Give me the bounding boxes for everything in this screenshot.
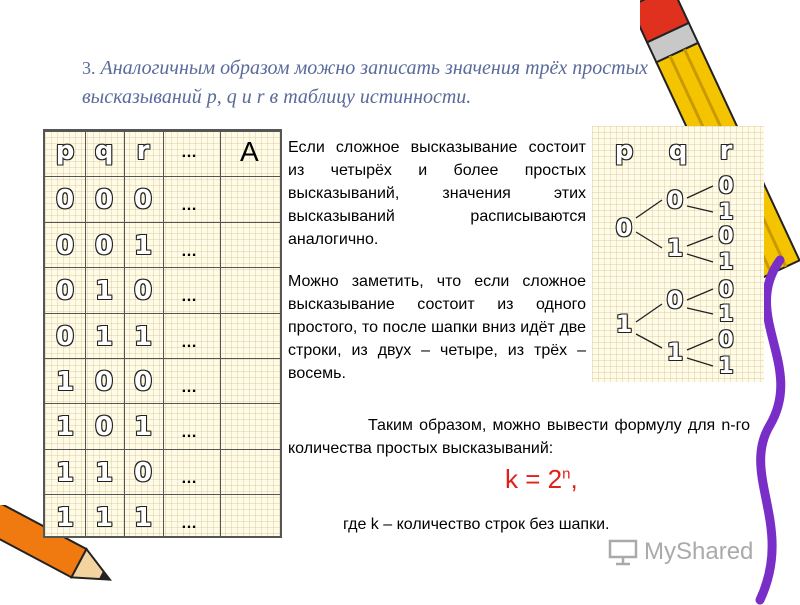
value-cell: 1 bbox=[133, 230, 153, 261]
formula bbox=[505, 464, 578, 495]
value-cell: 0 bbox=[133, 185, 153, 216]
value-cell: 0 bbox=[133, 457, 153, 488]
value-cell: 0 bbox=[133, 367, 153, 397]
header-cell-a: A bbox=[240, 136, 259, 167]
value-cell: 1 bbox=[55, 412, 75, 443]
value-cell: 1 bbox=[133, 503, 153, 534]
value-cell: 1 bbox=[94, 276, 114, 307]
ellipsis-cell: … bbox=[181, 242, 197, 260]
ellipsis-cell: … bbox=[181, 469, 197, 487]
table-row bbox=[45, 222, 280, 268]
value-cell: 0 bbox=[94, 367, 114, 397]
header-cell: p bbox=[55, 136, 75, 166]
ellipsis-cell: … bbox=[181, 515, 197, 533]
ellipsis-cell: … bbox=[181, 197, 197, 215]
value-cell: 0 bbox=[94, 412, 114, 443]
tree-q-value: 1 bbox=[666, 234, 684, 262]
paragraph-k-definition: где k – количество строк без шапки. bbox=[343, 516, 610, 533]
paragraph-observation: Можно заметить, что если сложное высказывание состоит из одного простого, то после шапки вниз идёт две строки, из двух – четыре, из трёх – восемь. bbox=[288, 273, 586, 382]
table-row bbox=[45, 358, 280, 404]
value-cell: 1 bbox=[133, 321, 153, 352]
value-cell: 1 bbox=[55, 457, 75, 488]
value-cell: 1 bbox=[94, 457, 114, 488]
table-row bbox=[45, 267, 280, 313]
ellipsis-cell: … bbox=[181, 144, 197, 161]
value-cell: 0 bbox=[133, 276, 153, 307]
tree-r-value: 1 bbox=[718, 354, 734, 379]
heading-number: 3. bbox=[82, 58, 96, 78]
value-cell: 0 bbox=[55, 321, 75, 352]
tree-header: p bbox=[614, 136, 634, 166]
tree-r-value: 1 bbox=[718, 250, 734, 275]
tree-p-value: 0 bbox=[615, 214, 633, 242]
tree-p-value: 1 bbox=[615, 310, 633, 338]
tree-diagram bbox=[592, 126, 764, 382]
tree-header: q bbox=[668, 136, 688, 166]
value-cell: 0 bbox=[55, 230, 75, 261]
value-cell: 1 bbox=[55, 503, 75, 534]
value-cell: 0 bbox=[94, 185, 114, 216]
tree-q-value: 1 bbox=[666, 338, 684, 366]
paragraph-four-or-more: Если сложное высказывание состоит из четырёх и более простых высказываний, значения этих высказываний расписываются аналогично. bbox=[288, 139, 586, 248]
paragraph-formula-intro: Таким образом, можно вывести формулу для n-го количества простых высказываний: bbox=[288, 417, 750, 457]
presentation-icon bbox=[608, 538, 638, 566]
tree-r-value: 0 bbox=[718, 174, 734, 199]
table-row bbox=[45, 403, 280, 449]
tree-r-value: 1 bbox=[718, 302, 734, 327]
watermark-text: MyShared bbox=[644, 538, 754, 565]
header-cell: r bbox=[136, 136, 150, 166]
value-cell: 0 bbox=[94, 230, 114, 261]
tree-r-value: 0 bbox=[718, 328, 734, 353]
ellipsis-cell: … bbox=[181, 379, 197, 396]
truth-table bbox=[43, 129, 282, 538]
value-cell: 1 bbox=[55, 367, 75, 397]
table-row bbox=[45, 176, 280, 222]
formula-tail: , bbox=[570, 464, 578, 494]
table-row bbox=[45, 449, 280, 495]
ellipsis-cell: … bbox=[181, 288, 197, 306]
value-cell: 0 bbox=[55, 185, 75, 216]
formula-exponent: n bbox=[562, 465, 571, 483]
heading-text: Аналогичным образом можно записать значения трёх простых высказываний p, q и r в таблицу истинности. bbox=[82, 57, 649, 108]
tree-q-value: 0 bbox=[666, 286, 684, 314]
table-header-row bbox=[45, 131, 280, 177]
watermark bbox=[608, 538, 753, 566]
table-row bbox=[45, 494, 280, 540]
formula-base: k = 2 bbox=[505, 464, 563, 494]
header-cell: q bbox=[94, 136, 114, 166]
value-cell: 1 bbox=[94, 503, 114, 534]
page-heading bbox=[82, 54, 772, 112]
table-row bbox=[45, 313, 280, 359]
value-cell: 0 bbox=[55, 276, 75, 307]
tree-r-value: 0 bbox=[718, 224, 734, 249]
tree-r-value: 0 bbox=[718, 278, 734, 303]
value-cell: 1 bbox=[133, 412, 153, 443]
value-cell: 1 bbox=[94, 321, 114, 352]
tree-q-value: 0 bbox=[666, 186, 684, 214]
ellipsis-cell: … bbox=[181, 333, 197, 351]
ellipsis-cell: … bbox=[181, 424, 197, 442]
tree-header: r bbox=[719, 136, 733, 166]
tree-r-value: 1 bbox=[718, 200, 734, 225]
